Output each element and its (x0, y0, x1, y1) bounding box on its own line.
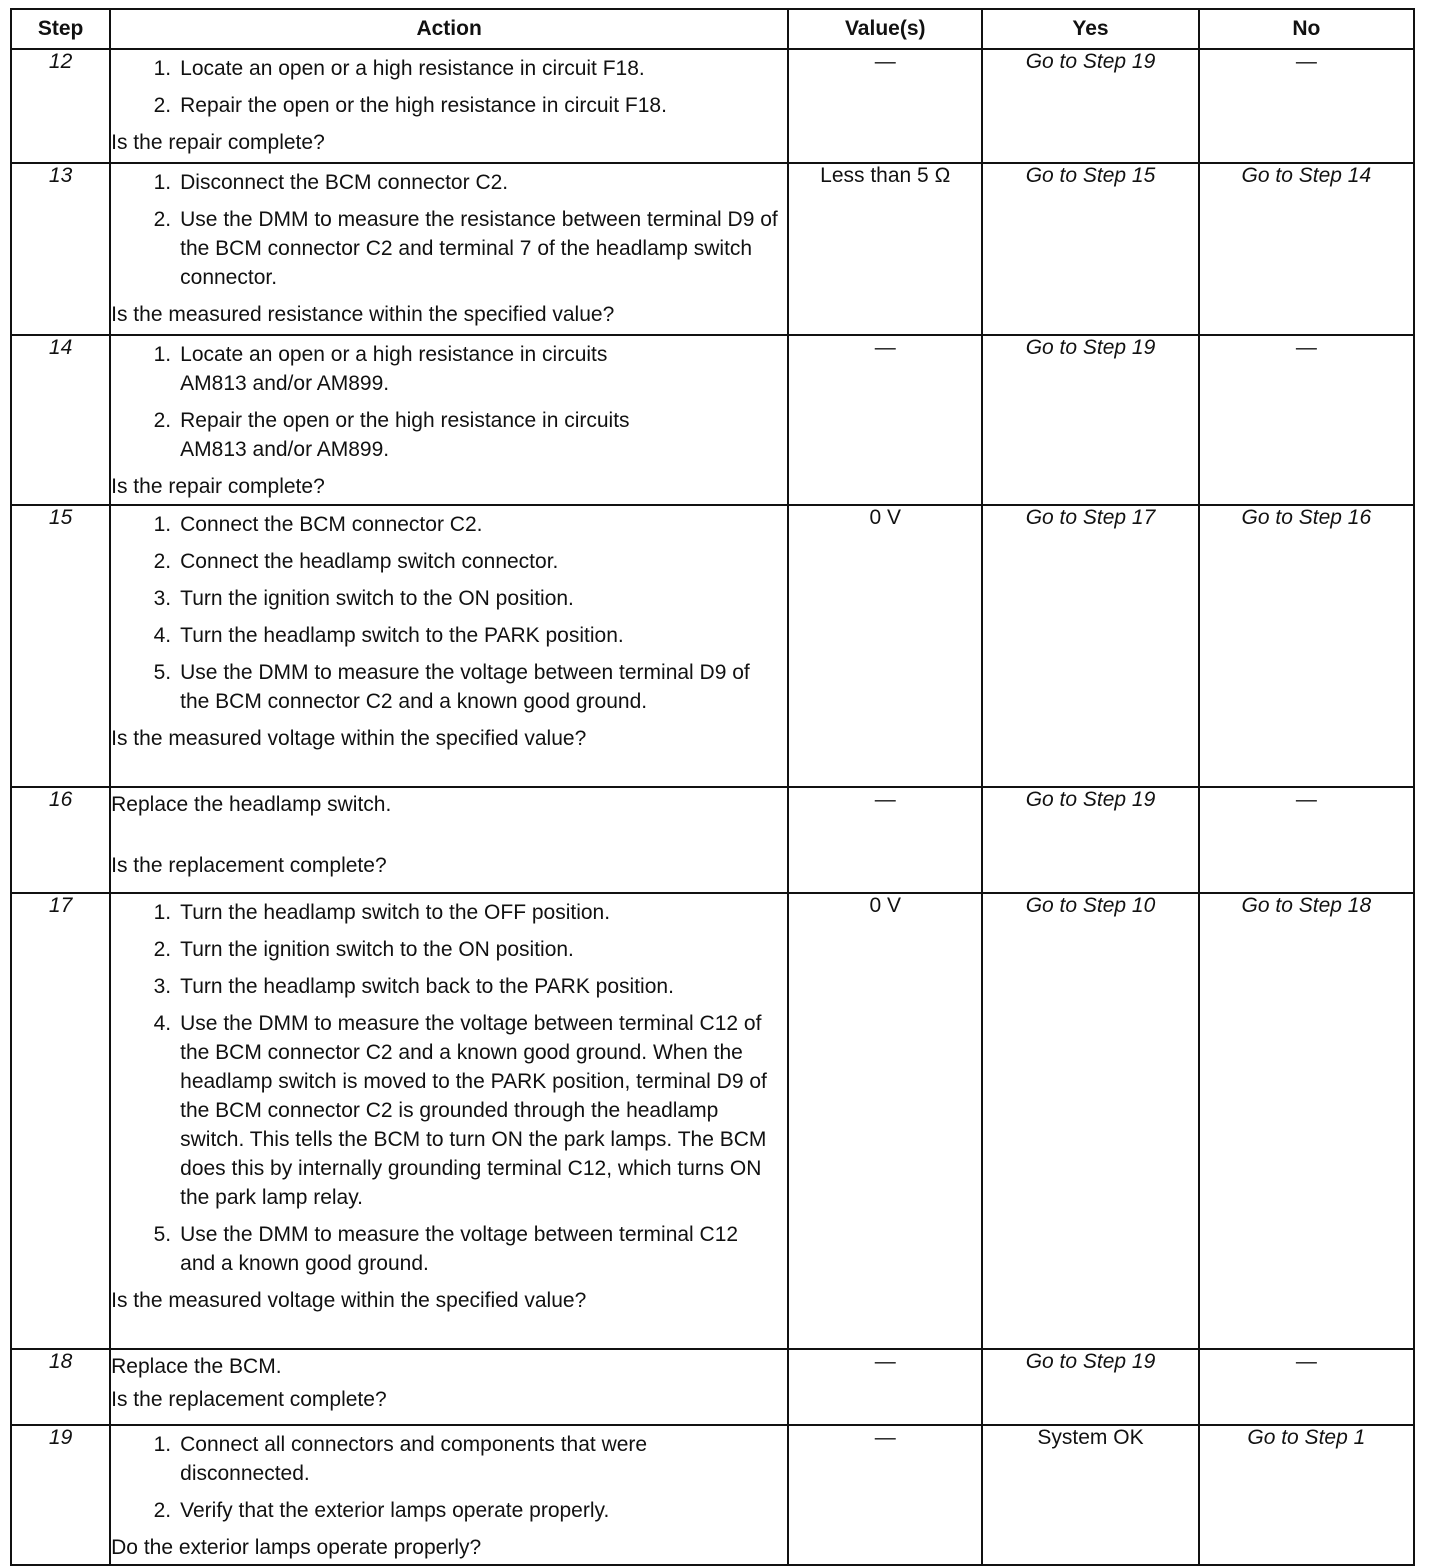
action-item: 5. Use the DMM to measure the voltage between terminal C12 and a known good ground. (111, 1220, 787, 1278)
action-text: Replace the headlamp switch. (111, 793, 392, 816)
action-item-text: Connect the BCM connector C2. (180, 513, 483, 536)
step-number: 17 (11, 893, 110, 1349)
no-result: — (1199, 1349, 1414, 1425)
action-item-text: Use the DMM to measure the voltage between terminal C12 and a known good ground. (180, 1223, 739, 1275)
action-cell (110, 893, 788, 1349)
action-item: 2. Verify that the exterior lamps operate properly. (111, 1496, 787, 1525)
no-result: — (1199, 49, 1414, 163)
step-number: 18 (11, 1349, 110, 1425)
action-item: 4. Turn the headlamp switch to the PARK position. (111, 621, 787, 650)
action-item-text: Turn the ignition switch to the ON position. (180, 587, 574, 610)
action-question: Is the repair complete? (111, 131, 325, 154)
action-item: 2. Connect the headlamp switch connector. (111, 547, 787, 576)
action-item-text: Repair the open or the high resistance in circuit F18. (180, 94, 667, 117)
action-item-text: Locate an open or a high resistance in circuit F18. (180, 57, 645, 80)
value-cell: — (788, 49, 982, 163)
yes-result: Go to Step 19 (982, 335, 1198, 505)
table-body (11, 49, 1414, 1565)
action-item: 1. Connect all connectors and components that were disconnected. (111, 1430, 787, 1488)
table-row (11, 49, 1414, 163)
header-row (11, 9, 1414, 49)
action-item: 1. Locate an open or a high resistance in circuits AM813 and/or AM899. (111, 340, 787, 398)
action-item-text: Locate an open or a high resistance in circuits AM813 and/or AM899. (180, 343, 608, 395)
action-item-text: Turn the headlamp switch to the OFF position. (180, 901, 611, 924)
action-cell (110, 505, 788, 787)
no-result: Go to Step 18 (1199, 893, 1414, 1349)
value-cell: — (788, 335, 982, 505)
action-item-text: Turn the headlamp switch to the PARK position. (180, 624, 624, 647)
action-item-text: Use the DMM to measure the voltage between terminal D9 of the BCM connector C2 and a known good ground. (180, 661, 750, 713)
action-item: 3. Turn the ignition switch to the ON position. (111, 584, 787, 613)
action-item-text: Disconnect the BCM connector C2. (180, 171, 509, 194)
action-cell (110, 1349, 788, 1425)
action-cell (110, 163, 788, 335)
action-question: Do the exterior lamps operate properly? (111, 1536, 482, 1559)
action-item: 2. Repair the open or the high resistance in circuit F18. (111, 91, 787, 120)
table-row (11, 1425, 1414, 1565)
action-item: 1. Locate an open or a high resistance in circuit F18. (111, 54, 787, 83)
action-item-text: Verify that the exterior lamps operate properly. (180, 1499, 610, 1522)
yes-result: Go to Step 19 (982, 787, 1198, 893)
step-number: 14 (11, 335, 110, 505)
action-question: Is the measured voltage within the specified value? (111, 1289, 587, 1312)
action-item-text: Use the DMM to measure the voltage between terminal C12 of the BCM connector C2 and a known good ground. When the headlamp switch is moved to the PARK position, terminal D9 of the BCM connector C2 is grounded through the headlamp switch. This tells the BCM to turn ON the park lamps. The BCM does this by internally grounding terminal C12, which turns ON the park lamp relay. (180, 1012, 767, 1209)
no-result: — (1199, 335, 1414, 505)
no-result: Go to Step 14 (1199, 163, 1414, 335)
table-row (11, 787, 1414, 893)
action-cell (110, 787, 788, 893)
yes-result: Go to Step 17 (982, 505, 1198, 787)
value-cell: Less than 5 Ω (788, 163, 982, 335)
table-row (11, 893, 1414, 1349)
table-row (11, 335, 1414, 505)
step-number: 12 (11, 49, 110, 163)
no-result: Go to Step 1 (1199, 1425, 1414, 1565)
action-cell (110, 1425, 788, 1565)
action-item-text: Repair the open or the high resistance in circuits AM813 and/or AM899. (180, 409, 630, 461)
action-item: 2. Use the DMM to measure the resistance between terminal D9 of the BCM connector C2 and terminal 7 of the headlamp switch connector. (111, 205, 787, 292)
header-action: Action (110, 9, 788, 49)
action-question: Is the repair complete? (111, 475, 325, 498)
action-item: 4. Use the DMM to measure the voltage between terminal C12 of the BCM connector C2 and a known good ground. When the headlamp switch is moved to the PARK position, terminal D9 of the BCM connector C2 is grounded through the headlamp switch. This tells the BCM to turn ON the park lamps. The BCM does this by internally grounding terminal C12, which turns ON the park lamp relay. (111, 1009, 787, 1212)
table-header (11, 9, 1414, 49)
no-result: Go to Step 16 (1199, 505, 1414, 787)
action-question: Is the replacement complete? (111, 1388, 387, 1411)
action-item: 1. Connect the BCM connector C2. (111, 510, 787, 539)
value-cell: 0 V (788, 893, 982, 1349)
action-item: 2. Turn the ignition switch to the ON position. (111, 935, 787, 964)
value-cell: 0 V (788, 505, 982, 787)
step-number: 13 (11, 163, 110, 335)
yes-result: Go to Step 19 (982, 1349, 1198, 1425)
yes-result: Go to Step 15 (982, 163, 1198, 335)
header-values: Value(s) (788, 9, 982, 49)
step-number: 16 (11, 787, 110, 893)
action-item-text: Connect all connectors and components that were disconnected. (180, 1433, 648, 1485)
value-cell: — (788, 1349, 982, 1425)
step-number: 19 (11, 1425, 110, 1565)
action-cell (110, 335, 788, 505)
action-item-text: Turn the ignition switch to the ON position. (180, 938, 574, 961)
header-yes: Yes (982, 9, 1198, 49)
action-item: 2. Repair the open or the high resistance in circuits AM813 and/or AM899. (111, 406, 787, 464)
header-step: Step (11, 9, 110, 49)
value-cell: — (788, 787, 982, 893)
table-row (11, 1349, 1414, 1425)
action-question: Is the measured resistance within the specified value? (111, 303, 615, 326)
action-item-text: Use the DMM to measure the resistance between terminal D9 of the BCM connector C2 and terminal 7 of the headlamp switch connector. (180, 208, 778, 289)
action-item: 5. Use the DMM to measure the voltage between terminal D9 of the BCM connector C2 and a known good ground. (111, 658, 787, 716)
value-cell: — (788, 1425, 982, 1565)
action-cell (110, 49, 788, 163)
no-result: — (1199, 787, 1414, 893)
action-item: 3. Turn the headlamp switch back to the PARK position. (111, 972, 787, 1001)
action-text: Replace the BCM. (111, 1355, 282, 1378)
action-question: Is the measured voltage within the specified value? (111, 727, 587, 750)
diagnostic-table (10, 8, 1415, 1566)
yes-result: Go to Step 10 (982, 893, 1198, 1349)
action-item-text: Turn the headlamp switch back to the PARK position. (180, 975, 674, 998)
action-item: 1. Turn the headlamp switch to the OFF position. (111, 898, 787, 927)
action-item: 1. Disconnect the BCM connector C2. (111, 168, 787, 197)
table-row (11, 163, 1414, 335)
action-item-text: Connect the headlamp switch connector. (180, 550, 559, 573)
step-number: 15 (11, 505, 110, 787)
action-question: Is the replacement complete? (111, 854, 387, 877)
table-row (11, 505, 1414, 787)
yes-result: System OK (982, 1425, 1198, 1565)
yes-result: Go to Step 19 (982, 49, 1198, 163)
header-no: No (1199, 9, 1414, 49)
